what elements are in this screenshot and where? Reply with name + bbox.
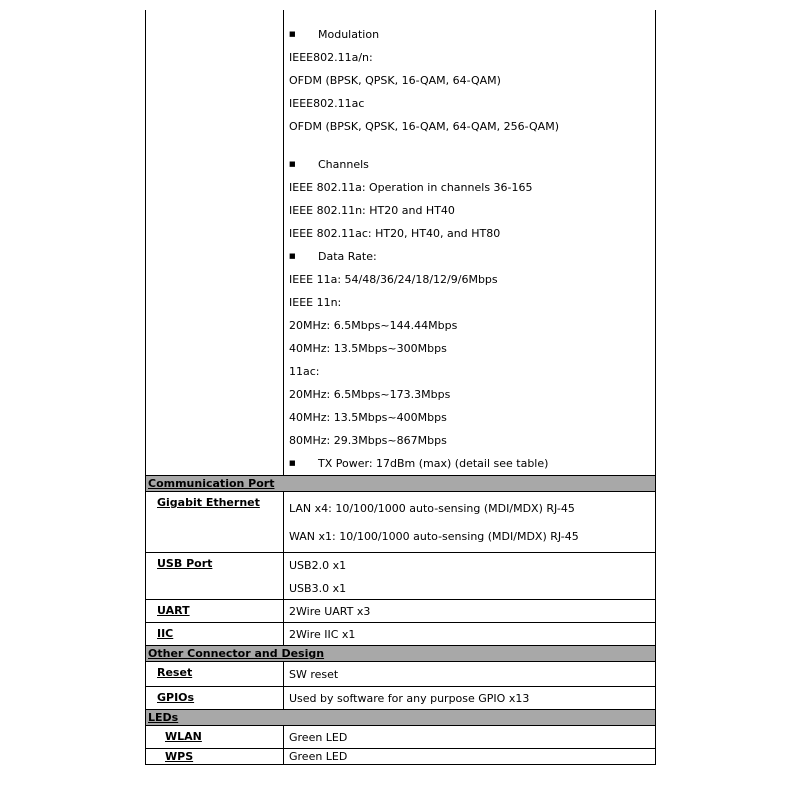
row-label-cell [146, 553, 284, 599]
table-row-gpios [146, 687, 655, 710]
spec-line-text: IEEE 11a: 54/48/36/24/18/12/9/6Mbps [289, 273, 498, 286]
row-label-cell [146, 687, 284, 709]
row-value: SW reset [289, 668, 339, 681]
spec-line-text: Channels [318, 158, 369, 171]
spec-line [289, 406, 655, 429]
spec-line [289, 115, 655, 138]
spec-row-label-cell [146, 10, 284, 475]
spec-line [289, 199, 655, 222]
table-row-uart [146, 600, 655, 623]
row-value-cell [284, 749, 655, 764]
spec-line-text: OFDM (BPSK, QPSK, 16-QAM, 64-QAM, 256-QAM) [289, 120, 559, 133]
row-label: UART [157, 604, 190, 617]
spec-line [289, 222, 655, 245]
row-value: WAN x1: 10/100/1000 auto-sensing (MDI/MDX) RJ-45 [289, 530, 579, 543]
section-header-other-connector [146, 646, 655, 662]
spec-line [289, 46, 655, 69]
wireless-spec-row [146, 10, 655, 476]
spec-line-text: IEEE802.11ac [289, 97, 365, 110]
spec-line [289, 383, 655, 406]
spec-line-text: IEEE 802.11n: HT20 and HT40 [289, 204, 455, 217]
table-row-reset [146, 662, 655, 687]
table-row-wps-led [146, 749, 655, 765]
row-label: WLAN [165, 730, 202, 743]
section-header-text: LEDs [148, 711, 179, 724]
table-row-gigabit-ethernet [146, 492, 655, 553]
spec-line-text: TX Power: 17dBm (max) (detail see table) [318, 457, 549, 470]
row-label: GPIOs [157, 691, 195, 704]
row-label-cell [146, 726, 284, 748]
bullet-square-icon: ■ [289, 30, 296, 38]
spec-line-text: IEEE 802.11ac: HT20, HT40, and HT80 [289, 227, 501, 240]
section-header-leds [146, 710, 655, 726]
spec-line [289, 268, 655, 291]
spec-line-text: OFDM (BPSK, QPSK, 16-QAM, 64-QAM) [289, 74, 501, 87]
spec-line-data-rate [289, 245, 655, 268]
spec-line-text: IEEE 802.11a: Operation in channels 36-165 [289, 181, 533, 194]
spec-line [289, 429, 655, 452]
row-value-cell [284, 662, 655, 686]
row-label: Reset [157, 666, 193, 679]
spec-line [289, 314, 655, 337]
row-label-cell [146, 662, 284, 686]
spec-line-text: 20MHz: 6.5Mbps~173.3Mbps [289, 388, 451, 401]
section-header-text: Communication Port [148, 477, 275, 490]
spec-line-text: Modulation [318, 28, 380, 41]
spec-line-modulation [289, 23, 655, 46]
row-value: Used by software for any purpose GPIO x13 [289, 692, 530, 705]
spec-line-text: Data Rate: [318, 250, 377, 263]
row-label: Gigabit Ethernet [157, 496, 260, 509]
spec-line [289, 176, 655, 199]
spec-line-channels [289, 153, 655, 176]
row-value: Green LED [289, 750, 348, 763]
spec-line [289, 360, 655, 383]
row-label: IIC [157, 627, 174, 640]
row-value-cell [284, 726, 655, 748]
spec-row-value-cell [284, 10, 655, 475]
row-label-cell [146, 492, 284, 552]
row-label: USB Port [157, 557, 213, 570]
row-value: LAN x4: 10/100/1000 auto-sensing (MDI/MDX) RJ-45 [289, 502, 575, 515]
row-value: 2Wire UART x3 [289, 605, 371, 618]
spec-line-tx-power [289, 452, 655, 475]
table-row-usb-port [146, 553, 655, 600]
table-row-wlan-led [146, 726, 655, 749]
spec-line-text: IEEE 11n: [289, 296, 342, 309]
bullet-square-icon: ■ [289, 459, 296, 467]
row-value-cell [284, 623, 655, 645]
spec-line-text: IEEE802.11a/n: [289, 51, 373, 64]
row-value-cell [284, 553, 655, 599]
row-value-cell [284, 492, 655, 552]
spec-line-text: 40MHz: 13.5Mbps~400Mbps [289, 411, 447, 424]
row-label-cell [146, 623, 284, 645]
row-label: WPS [165, 750, 194, 763]
table-row-iic [146, 623, 655, 646]
section-header-text: Other Connector and Design [148, 647, 325, 660]
spec-line-text: 40MHz: 13.5Mbps~300Mbps [289, 342, 447, 355]
row-value: USB3.0 x1 [289, 582, 347, 595]
spec-line [289, 69, 655, 92]
section-header-communication-port [146, 476, 655, 492]
row-value: Green LED [289, 731, 348, 744]
blank-line [289, 138, 655, 153]
spec-line [289, 92, 655, 115]
row-label-cell [146, 749, 284, 764]
row-label-cell [146, 600, 284, 622]
spec-line-text: 11ac: [289, 365, 320, 378]
product-spec-table [145, 10, 656, 765]
row-value-cell [284, 600, 655, 622]
row-value: USB2.0 x1 [289, 559, 347, 572]
spec-line-text: 80MHz: 29.3Mbps~867Mbps [289, 434, 447, 447]
spec-line-text: 20MHz: 6.5Mbps~144.44Mbps [289, 319, 458, 332]
spec-line [289, 337, 655, 360]
bullet-square-icon: ■ [289, 160, 296, 168]
bullet-square-icon: ■ [289, 252, 296, 260]
row-value-cell [284, 687, 655, 709]
row-value: 2Wire IIC x1 [289, 628, 356, 641]
spec-line [289, 291, 655, 314]
